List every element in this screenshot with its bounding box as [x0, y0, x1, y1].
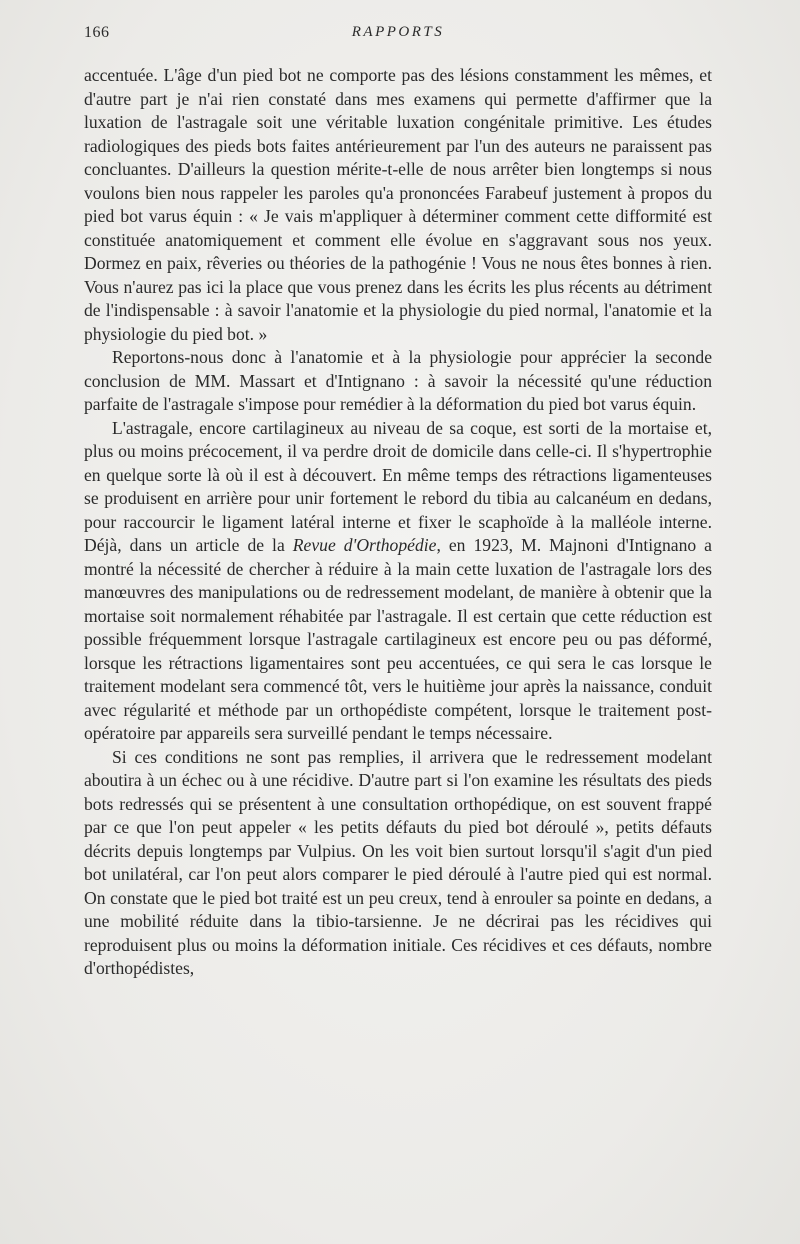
paragraph-conditions: Si ces conditions ne sont pas remplies, il arrivera que le redressement modelant aboutira à un échec ou à une récidive. D'autre part si l'on examine les résultats des pieds bots redressés qui se présentent à une consultation orthopédique, on est souvent frappé par ce que l'on peut appeler « les petits défauts du pied bot déroulé », petits défauts décrits depuis longtemps par Vulpius. On les voit bien surtout lorsqu'il s'agit d'un pied bot unilatéral, car l'on peut alors comparer le pied déroulé à l'autre pied qui est normal. On constate que le pied bot traité est un peu creux, tend à enrouler sa pointe en dedans, a une mobilité réduite dans la tibio-tarsienne. Je ne décrirai pas les récidives qui reproduisent plus ou moins la déformation initiale. Ces récidives et ces défauts, nombre d'orthopédistes,: [84, 746, 712, 978]
paragraph-astragale: [84, 417, 712, 746]
journal-title: Revue d'Orthopédie: [292, 535, 437, 555]
body-text: [84, 64, 712, 981]
running-title: RAPPORTS: [351, 24, 445, 40]
page-number: 166: [84, 24, 110, 41]
paragraph-astragale-text-after: , en 1923, M. Majnoni d'Intignano a montré la nécessité de chercher à réduire à la main cette luxation de l'astragale lors des manœuvres des manipulations ou de redressement modelant, de manière à obtenir que la mortaise soit normalement réhabitée par l'astragale. Il est certain que cette réduction est possible fréquemment lorsque l'astragale cartilagineux est encore peu ou pas déformé, lorsque les rétractions ligamentaires sont peu accentuées, ce qui sera le cas lorsque le traitement modelant sera commencé tôt, vers le huitième jour après la naissance, conduit avec régularité et méthode par un orthopédiste compétent, lorsque le traitement post-opératoire par appareils sera surveillé pendant le temps nécessaire.: [84, 535, 712, 743]
page-header: [84, 24, 712, 50]
paragraph-reportons: Reportons-nous donc à l'anatomie et à la physiologie pour apprécier la seconde conclusion de MM. Massart et d'Intignano : à savoir la nécessité qu'une réduction parfaite de l'astragale s'impose pour remédier à la déformation du pied bot varus équin.: [84, 347, 712, 414]
paragraph-continued: accentuée. L'âge d'un pied bot ne comporte pas des lésions constamment les mêmes, et d'autre part je n'ai rien constaté dans mes examens qui permette d'affirmer que la luxation de l'astragale soit une véritable luxation congénitale primitive. Les études radiologiques des pieds bots faites antérieurement par l'un des auteurs ne paraissent pas concluantes. D'ailleurs la question mérite-t-elle de nous arrêter bien longtemps si nous voulons bien nous rappeler les paroles qu'a prononcées Farabeuf justement à propos du pied bot varus équin : « Je vais m'appliquer à déterminer comment cette difformité est constituée anatomiquement et comment elle évolue en s'aggravant sous nos yeux. Dormez en paix, rêveries ou théories de la pathogénie ! Vous ne nous êtes bonnes à rien. Vous n'aurez pas ici la place que vous prenez dans les écrits les plus récents au détriment de l'indispensable : à savoir l'anatomie et la physiologie du pied normal, l'anatomie et la physiologie du pied bot. »: [84, 65, 712, 344]
paragraph-astragale-text-before: L'astragale, encore cartilagineux au niveau de sa coque, est sorti de la mortaise et, plus ou moins précocement, il va perdre droit de domicile dans celle-ci. Il s'hypertrophie en quelque sorte là où il est à découvert. En même temps des rétractions ligamenteuses se produisent en arrière pour unir fortement le rebord du tibia au calcanéum en dedans, pour raccourcir le ligament latéral interne et fixer le scaphoïde à la malléole interne. Déjà, dans un article de la: [84, 417, 712, 555]
